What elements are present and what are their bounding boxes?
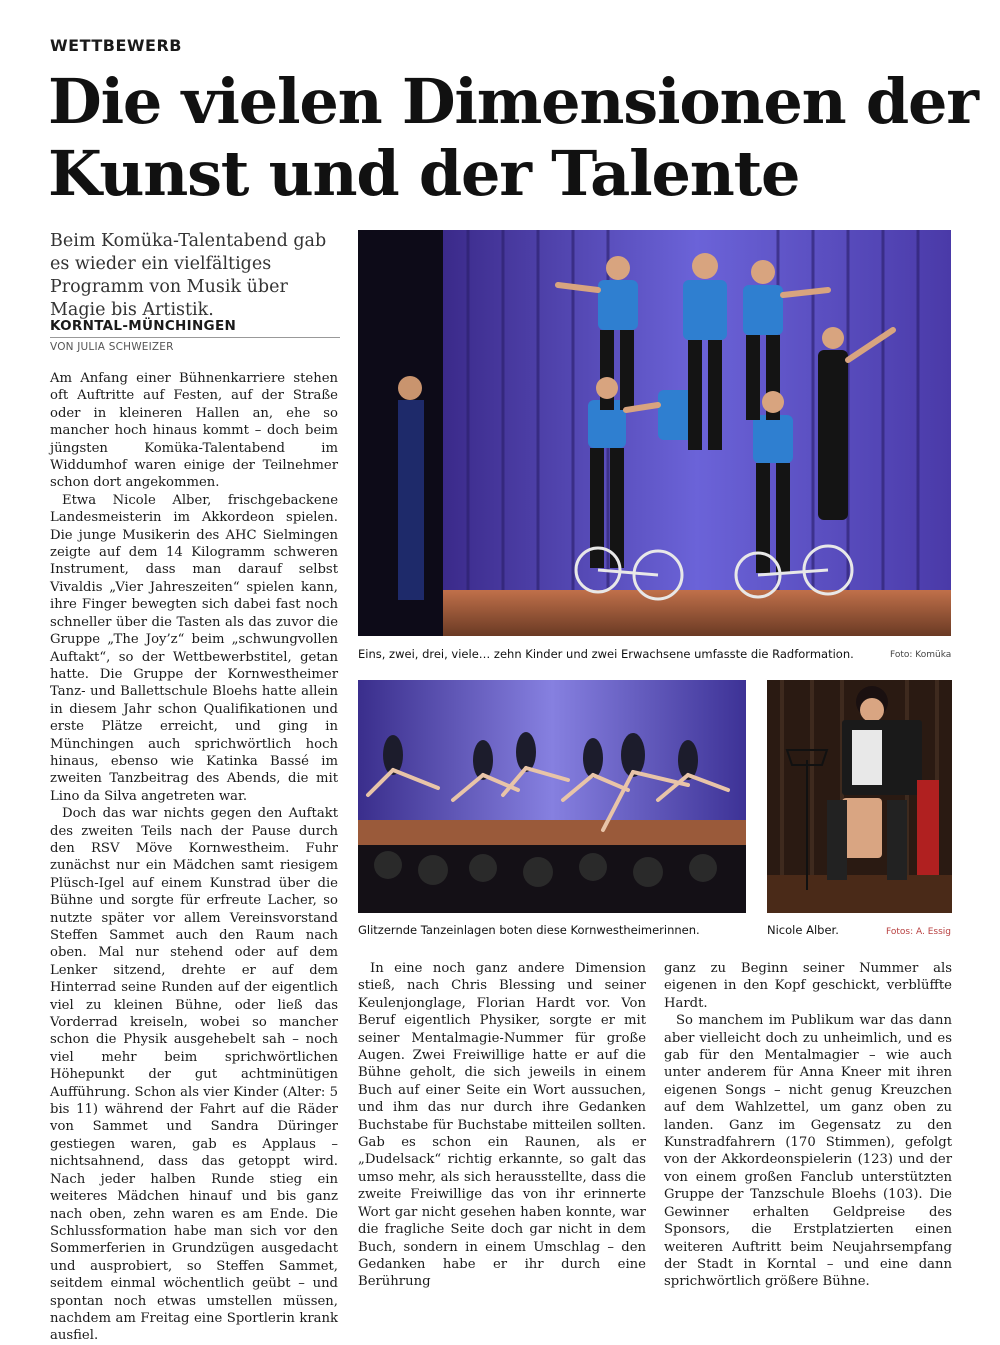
photo-credit-accordion: Fotos: A. Essig: [886, 927, 951, 937]
photo-caption-dance: Glitzernde Tanzeinlagen boten diese Kornwestheimerinnen.: [358, 923, 700, 937]
body-column-3: [664, 960, 952, 1291]
byline: VON JULIA SCHWEIZER: [50, 341, 174, 353]
body-column-1: [50, 370, 338, 1345]
headline-line-1: Die vielen Dimensionen der: [48, 65, 978, 138]
body-paragraph: So manchem im Publikum war das dann aber vielleicht doch zu unheimlich, und es gab für den Mentalmagier – wie auch unter anderem für Anna Kneer mit ihren eigenen Songs – nicht genug Kreuzchen auf dem Wahlzettel, um ganz oben zu landen. Ganz im Gegensatz zu den Kunstradfahrern (170 Stimmen), gefolgt von der Akkordeonspielerin (123) und der von einem großen Fanclub unterstützten Gruppe der Tanzschule Bloehs (103). Die Gewinner erhalten Geldpreise des Sponsors, die Erstplatzierten einen weiteren Auftritt beim Neujahrsempfang der Stadt in Korntal – und eine dann sprichwörtlich größere Bühne.: [664, 1013, 952, 1290]
headline-line-2: Kunst und der Talente: [48, 137, 800, 210]
body-paragraph: Etwa Nicole Alber, frischgebackene Landesmeisterin im Akkordeon spielen. Die junge Musikerin des AHC Sielmingen zeigte auf dem 14 Kilogramm schweren Instrument, dass man darauf selbst Vivaldis „Vier Jahreszeiten“ spielen kann, ihre Finger bewegten sich dabei fast noch schneller über die Tasten als das zuvor die Gruppe „The Joy’z“ beim „schwungvollen Auftakt“, so der Wettbewerbstitel, getan hatte. Die Gruppe der Kornwestheimer Tanz- und Ballettschule Bloehs hatte allein in diesem Jahr schon Qualifikationen und erste Plätze erreicht, und ging in Münchingen auch sprichwörtlich hoch hinaus, ebenso wie Katinka Bassé im zweiten Tanzbeitrag des Abends, die mit Lino da Silva angetreten war.: [50, 492, 338, 804]
kicker: WETTBEWERB: [50, 36, 182, 55]
photo-cycling-formation: [358, 230, 951, 636]
photo-credit-main: Foto: Komüka: [890, 650, 952, 660]
body-paragraph: In eine noch ganz andere Dimension stieß, nach Chris Blessing und seiner Keulenjonglage, Florian Hardt vor. Von Beruf eigentlich Physiker, sorgte er mit seiner Mentalmagie-Nummer für große Augen. Zwei Freiwillige hatte er auf die Bühne geholt, die sich jeweils in einem Buch auf einer Seite ein Wort aussuchen, und ihm das nur durch ihre Gedanken Buchstabe für Buchstabe mitteilen sollten. Gab es schon ein Raunen, als er „Dudelsack“ richtig erkannte, so galt das umso mehr, als sich herausstellte, dass die zweite Freiwillige das von ihr erinnerte Wort gar nicht gesehen haben konnte, war die fragliche Seite doch gar nicht in dem Buch, sondern in einem Umschlag – den Gedanken habe er ihr durch eine Berührung: [358, 961, 646, 1290]
body-paragraph: Doch das war nichts gegen den Auftakt des zweiten Teils nach der Pause durch den RSV Möve Kornwestheim. Fuhr zunächst nur ein Mädchen samt riesigem Plüsch-Igel auf einem Kunstrad über die Bühne und sorgte für erfreute Lacher, so nutzte später vor allem Vereinsvorstand Steffen Sammet auch den Raum nach oben. Mal nur stehend oder auf dem Lenker sitzend, drehte er auf dem Hinterrad seine Runden auf der eigentlich viel zu kleinen Bühne, oder ließ das Vorderrad kreiseln, wobei so mancher schon die Physik ausgehebelt sah – noch viel mehr beim sprichwörtlichen Höhepunkt der gut achtminütigen Aufführung. Schon als vier Kinder (Alter: 5 bis 11) während der Fahrt auf die Räder von Sammet und Sandra Düringer gestiegen waren, gab es Applaus – nichtsahnend, dass das getoppt wird. Nach jeder halben Runde stieg ein weiteres Mädchen hinauf und bis ganz nach oben, zehn waren es am Ende. Die Schlussformation habe man sich vor den Sommerferien in Grundzügen ausgedacht und ausprobiert, so Steffen Sammet, seitdem einmal wöchentlich geübt – und spontan noch etwas umstellen müssen, nachdem am Freitag eine Sportlerin krank ausfiel.: [50, 806, 338, 1344]
photo-dance-group: [358, 680, 746, 913]
photo-caption-accordion: Nicole Alber.: [767, 923, 839, 937]
photo-caption-main: Eins, zwei, drei, viele… zehn Kinder und zwei Erwachsene umfasste die Radformation.: [358, 647, 854, 661]
body-paragraph: Am Anfang einer Bühnenkarriere stehen oft Auftritte auf Festen, auf der Straße oder in kleineren Hallen an, ehe so mancher hoch hinaus kommt – doch beim jüngsten Komüka-Talentabend im Widdumhof waren einige der Teilnehmer schon dort angekommen.: [50, 371, 338, 491]
body-column-2: [358, 960, 646, 1291]
subhead: Beim Komüka-Talentabend gab es wieder ein vielfältiges Programm von Musik über Magie bis Artistik.: [50, 231, 327, 320]
body-paragraph: ganz zu Beginn seiner Nummer als eigenen in den Kopf geschickt, verblüffte Hardt.: [664, 961, 952, 1011]
dateline: KORNTAL-MÜNCHINGEN: [50, 318, 340, 338]
headline: [48, 65, 978, 210]
photo-accordion-player: [767, 680, 952, 913]
